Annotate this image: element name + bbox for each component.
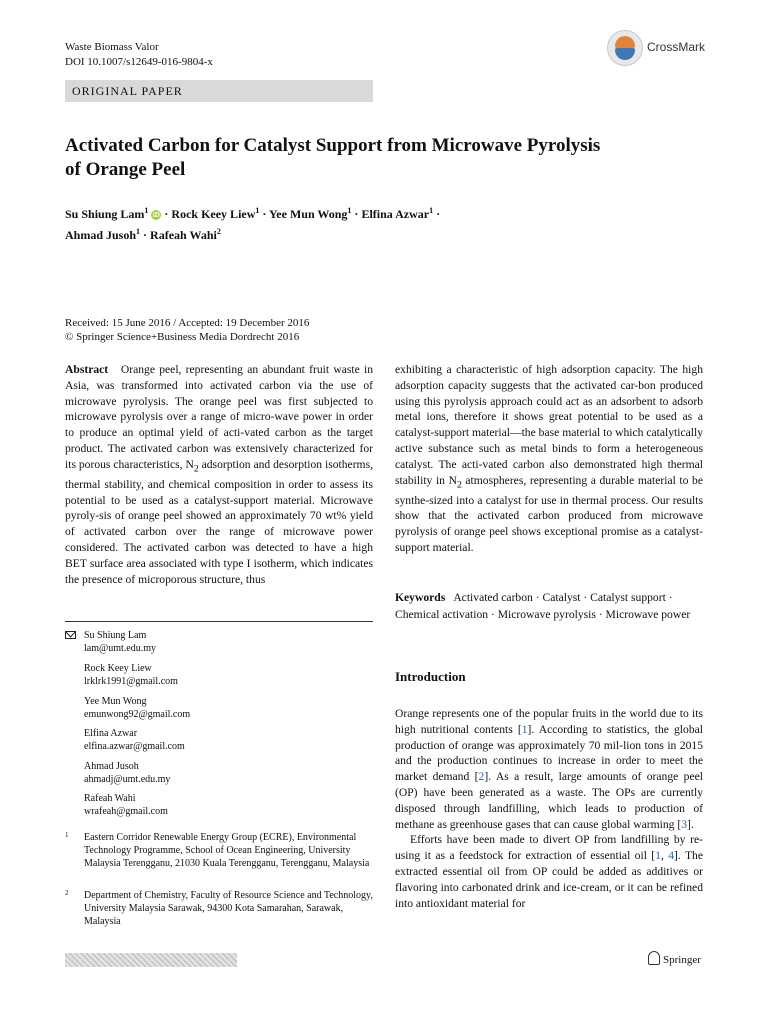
citation-link[interactable]: 3 [681,817,687,831]
section-heading: Introduction [395,669,466,684]
contact-name: Rafeah Wahi [84,793,136,804]
divider [65,621,373,622]
affiliation-marker: 1 [429,206,434,215]
affiliation-text: Eastern Corridor Renewable Energy Group (ECRE), Environmental Technology Programme, School of Ocean Engineering, University Malaysia Terengganu, 21030 Kuala Terengganu, Terengganu, Malaysia [84,832,370,869]
author-separator: · [259,207,269,221]
author-name: Yee Mun Wong [268,207,348,221]
title-line-1: Activated Carbon for Catalyst Support from Microwave Pyrolysis [65,135,601,156]
paragraph-text: Orange represents one of the popular fruits in the world due to its high nutritional contents [ [395,707,703,736]
author-separator: · [433,207,441,221]
affiliation-text: Department of Chemistry, Faculty of Resource Science and Technology, University Malaysia Sarawak, 94300 Kota Samarahan, Sarawak, Malaysia [84,890,373,927]
abstract-column-1 [65,362,373,587]
contact-entry [84,792,168,818]
envelope-icon [65,631,76,639]
contact-entry [84,662,178,688]
affiliation-number: 2 [65,889,69,897]
citation-link[interactable]: 4 [668,849,675,863]
contact-email[interactable]: lam@umt.edu.my [84,643,156,654]
contact-email[interactable]: elfina.azwar@gmail.com [84,741,185,752]
contact-entry [84,629,156,655]
affiliation-marker: 1 [347,206,352,215]
subscript: 2 [193,463,199,475]
citation-link[interactable]: 2 [478,770,485,784]
author-name: Rafeah Wahi [150,228,217,242]
paper-type-banner: ORIGINAL PAPER [65,80,373,102]
author-separator: · [351,207,362,221]
journal-name: Waste Biomass Valor [65,41,159,53]
contact-name: Elfina Azwar [84,728,138,739]
author-name: Elfina Azwar [361,207,430,221]
contact-email[interactable]: wrafeah@gmail.com [84,806,168,817]
contact-entry [84,727,185,753]
orcid-icon[interactable]: iD [152,211,160,219]
contact-email[interactable]: ahmadj@umt.edu.my [84,774,171,785]
author-name: Su Shiung Lam [65,207,145,221]
author-name: Ahmad Jusoh [65,228,137,242]
author-separator: · [161,207,172,221]
paper-title [65,134,705,182]
paragraph-text: ]. As a result, large amounts of orange peel (OP) have been generated as a waste. The OPs are currently disposed through landfilling, which leads to production of methane as greenhouse gases that can cause global warming [ [395,770,703,831]
paragraph-text: ]. The extracted essential oil from OP could be added as additives or flavoring into carbonated drink and ice-cream, or it can be refined into antioxidant material for [395,849,703,910]
contact-name: Yee Mun Wong [84,696,147,707]
paragraph-text: Efforts have been made to divert OP from landfilling by re-using it as a feedstock for extraction of essential oil [ [395,833,703,863]
crossmark-badge[interactable] [607,30,717,70]
crossmark-icon [607,30,643,66]
publisher-footer [648,951,701,966]
paragraph [395,706,703,832]
keywords [395,589,703,623]
abstract-text: Orange peel, representing an abundant fruit waste in Asia, was transformed into activated carbon via the use of microwave pyrolysis. The orange peel was first subjected to microwave pyrolysis over a range of micro-wave power in order to produce an optimal yield of acti-vated carbon as the target product. The activated carbon was extensively characterized for its porous characteristics, N [65,363,373,471]
contact-name: Su Shiung Lam [84,630,147,641]
journal-header [65,40,213,70]
paragraph-text: ]. [687,817,694,831]
abstract-text: adsorption and desorption isotherms, thermal stability, and chemical composition in order to assess its potential to be used as a catalyst-support material. Microwave pyroly-sis of orange peel showed an approximately 70 wt% yield of activated carbon over the range of microwave power considered. The activated carbon was detected to have a high BET surface area associated with type I isotherm, which indicates the presence of microporous structure, thus [65,457,373,586]
affiliation-number: 1 [65,831,69,839]
citation-link[interactable]: 1 [655,849,661,863]
affiliation-marker: 1 [136,227,141,236]
author-separator: · [140,228,151,242]
title-line-2: of Orange Peel [65,159,186,180]
abstract-text: atmospheres, representing a durable material to be synthe-sized into a catalyst for use in thermal process. Our results show that the activated carbon produced from microwave pyrolysis of orange peel shows exceptional promise as a catalyst-support material. [395,473,703,555]
received-info [65,316,309,344]
contact-name: Ahmad Jusoh [84,761,139,772]
affiliation-marker: 1 [144,206,149,215]
abstract-text: exhibiting a characteristic of high adsorption capacity. The high adsorption capacity suggests that the activated car-bon produced using this pyrolysis approach could act as an adsorbent to adsorb metal ions, therefore it shows great potential to be used as a catalyst-support material—the base material to which catalytically active substance such as metal binds to form a heterogeneous catalyst. The acti-vated carbon also demonstrated high thermal stability in N [395,363,703,487]
introduction-body [395,706,703,911]
author-name: Rock Keey Liew [171,207,256,221]
paragraph [395,832,703,911]
subscript: 2 [456,478,462,490]
keywords-text: Activated carbon · Catalyst · Catalyst support · Chemical activation · Microwave pyrolysis · Microwave power [395,591,691,621]
springer-horse-icon [648,951,660,965]
keywords-label: Keywords [395,591,446,604]
contact-email[interactable]: emunwong92@gmail.com [84,709,191,720]
abstract-label: Abstract [65,363,109,376]
contact-entry [84,760,170,786]
affiliation-marker: 1 [255,206,260,215]
citation-link[interactable]: 1 [521,722,528,736]
doi[interactable]: DOI 10.1007/s12649-016-9804-x [65,56,213,68]
author-list [65,202,705,244]
footer-scan-artifact [65,953,237,967]
contact-email[interactable]: lrklrk1991@gmail.com [84,676,178,687]
affiliation-marker: 2 [216,227,221,236]
copyright: © Springer Science+Business Media Dordrecht 2016 [65,331,300,343]
contact-name: Rock Keey Liew [84,663,152,674]
citation-separator: , [660,849,669,863]
publisher-name: Springer [663,954,701,966]
paragraph-text: ]. According to statistics, the global production of orange was approximately 70 mil-lion tons in 2015 and the production continues to increase in order to meet the market demand [ [395,722,703,784]
received-dates: Received: 15 June 2016 / Accepted: 19 December 2016 [65,317,310,329]
abstract-column-2 [395,362,703,556]
contact-entry [84,695,190,721]
crossmark-label: CrossMark [647,40,706,54]
